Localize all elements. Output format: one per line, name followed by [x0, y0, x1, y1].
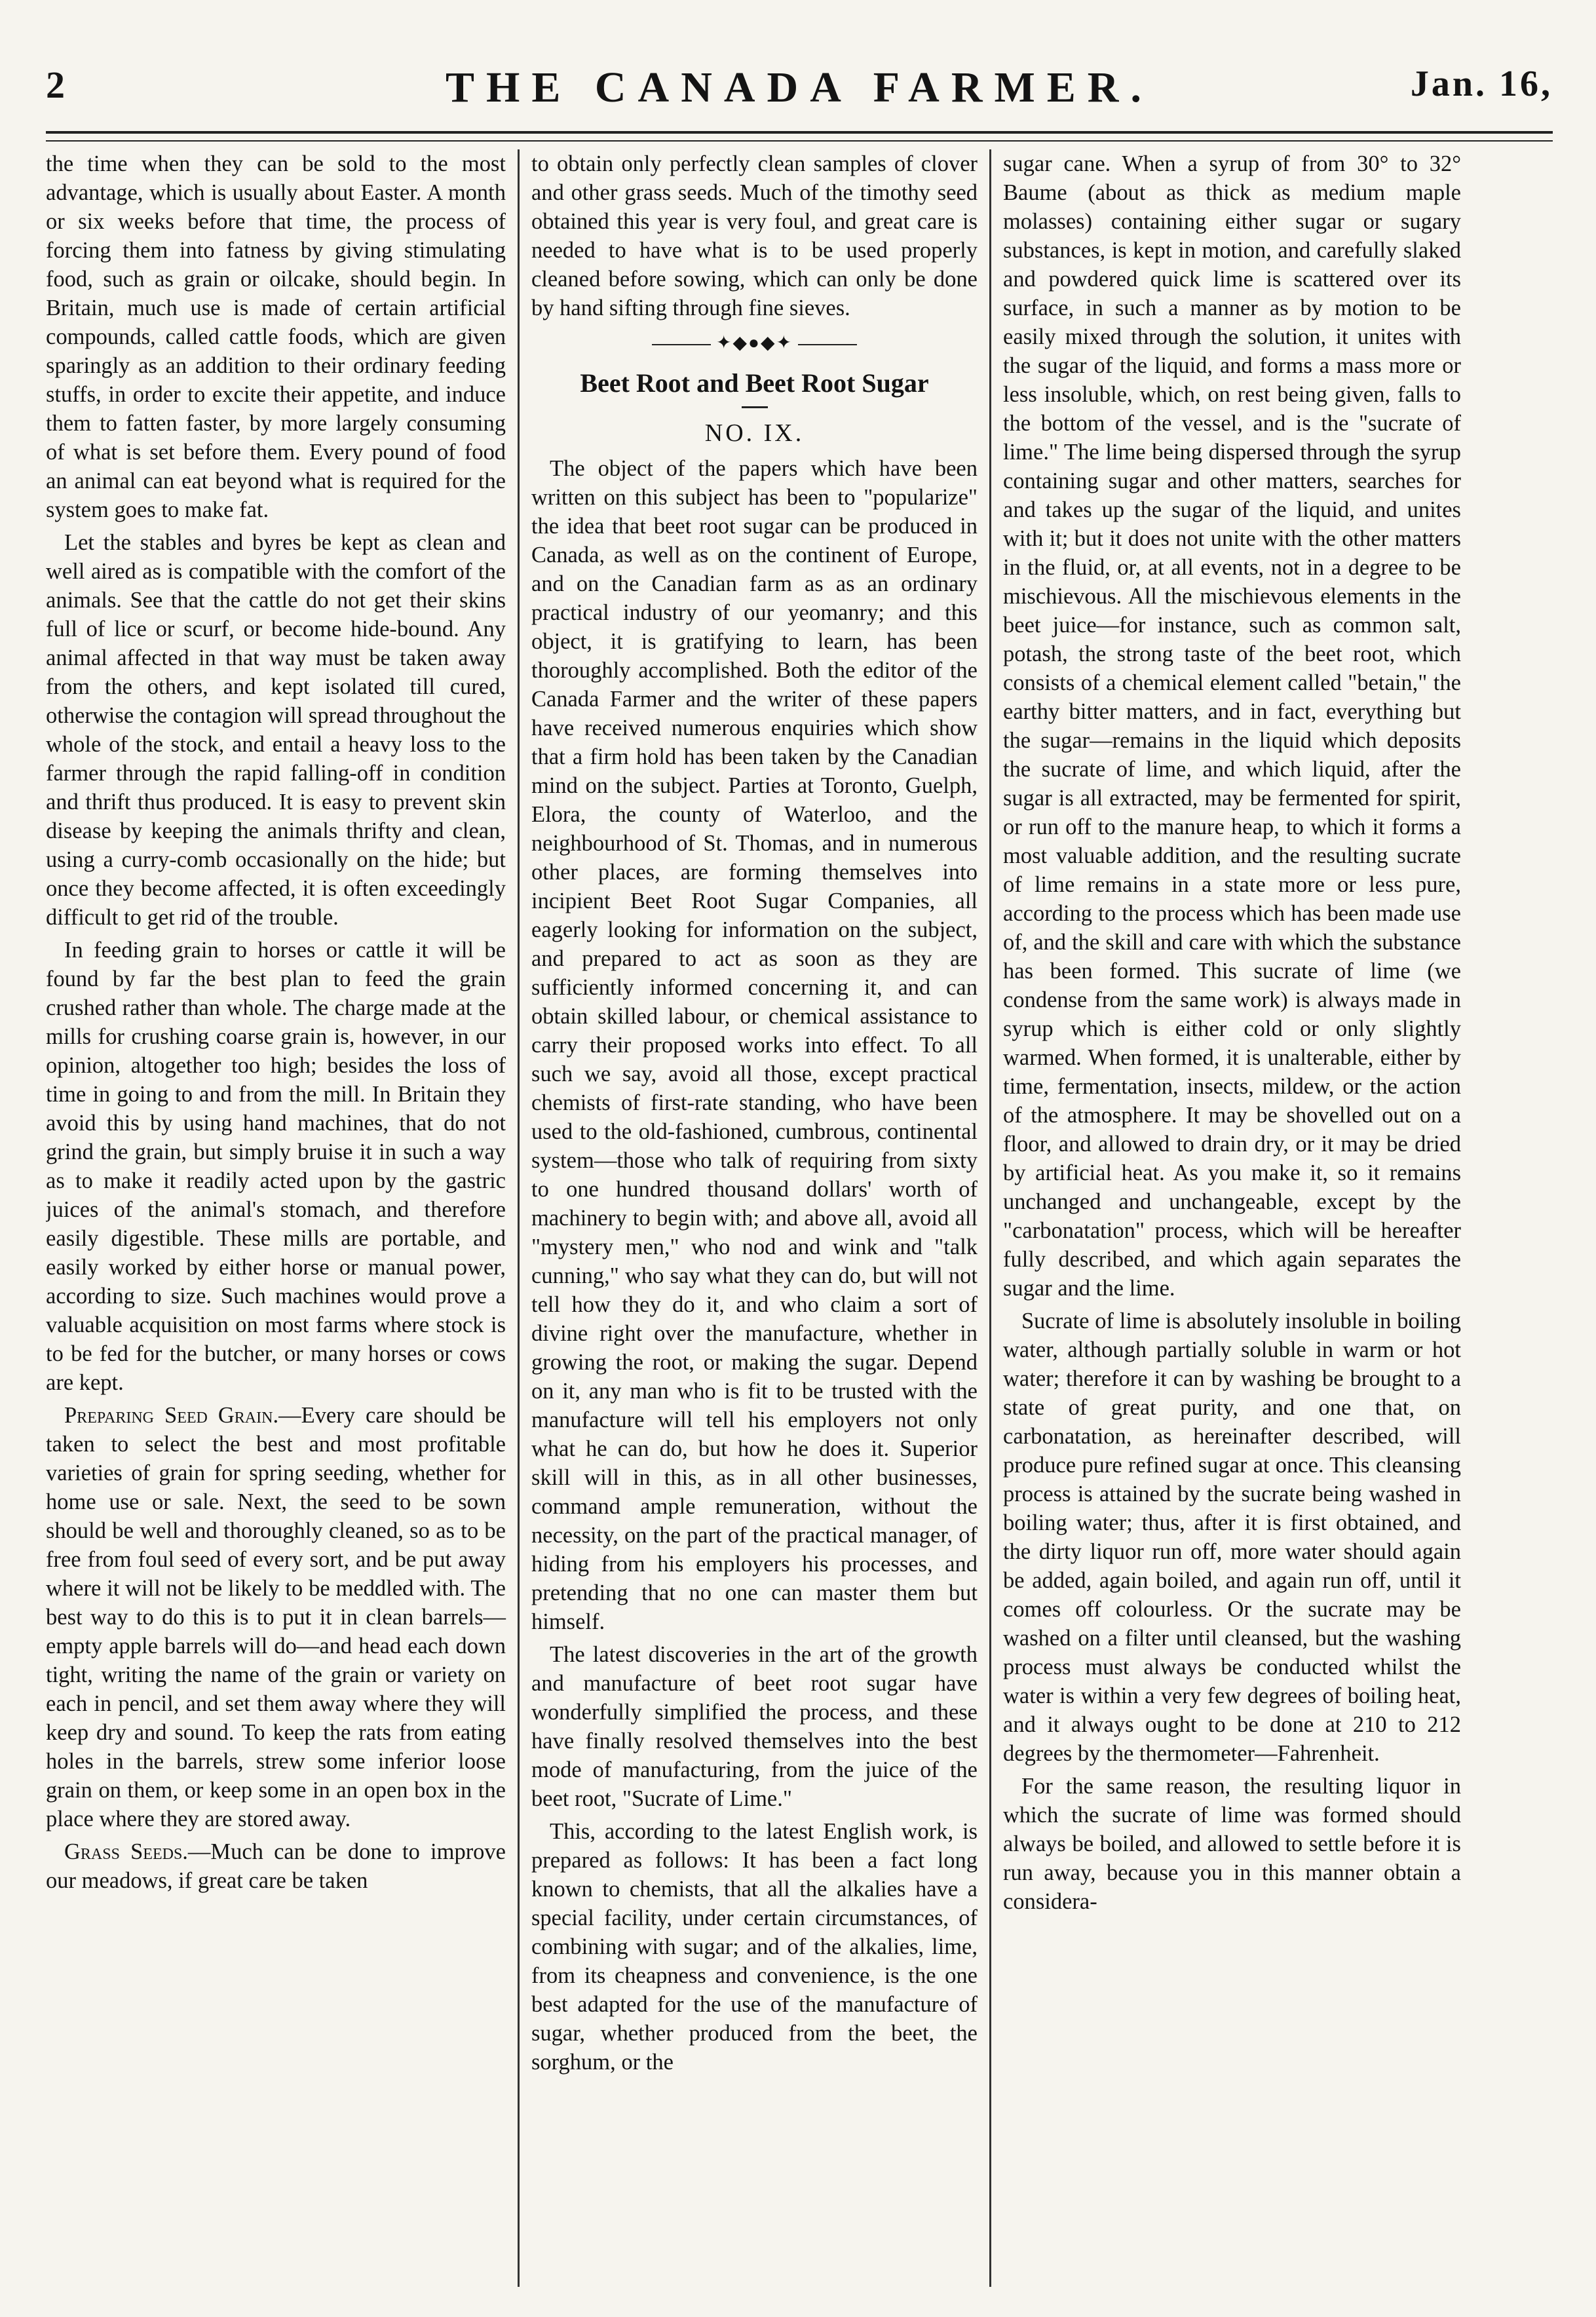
col2-paragraph-4: This, according to the latest English work, is prepared as follows: It has been a fact long known to chemists, that all the alkalies have a special facility, under certain circumstances, of combining with sugar; and of the alkalies, lime, from its cheapness and convenience, is the one best adapted for the use of the manufacture of sugar, whether produced from the beet, the sorghum, or the — [531, 1819, 978, 2075]
col1-paragraph-4 — [46, 1401, 506, 1833]
preparing-seed-grain-heading: Preparing Seed Grain. — [64, 1403, 279, 1428]
col3-paragraph-3: For the same reason, the resulting liquor in which the sucrate of lime was formed should always be boiled, and allowed to settle before it is run away, because you in this manner obtain a considera- — [1003, 1774, 1461, 1914]
newspaper-title: THE CANADA FARMER. — [446, 64, 1153, 111]
masthead-rule — [46, 131, 1553, 142]
col1-paragraph-5 — [46, 1837, 506, 1895]
col1-paragraph-4-text: —Every care should be taken to select the best and most profitable varieties of grain for spring seeding, whether for home use or sale. Next, the seed to be sown should be well and thoroughly cleaned, so as to be free from foul seed of every sort, and be put away where it will not be likely to be meddled with. The best way to do this is to put it in clean barrels—empty apple barrels will do—and head each down tight, writing the name of the grain or variety on each in pencil, and set them away where they will keep dry and sound. To keep the rats from eating holes in the barrels, strew some inferior loose grain on them, or keep some in an open box in the place where they are stored away. — [46, 1403, 506, 1831]
col2-paragraph-2: The object of the papers which have been written on this subject has been to "popularize" the idea that beet root sugar can be produced in Canada, as well as on the continent of Europe, and on the Canadian farm as as an ordinary practical industry of our yeomanry; and this object, it is gratifying to learn, has been thoroughly accomplished. Both the editor of the Canada Farmer and the writer of these papers have received numerous enquiries which show that a firm hold has been taken by the Canadian mind on the subject. Parties at Toronto, Guelph, Elora, the county of Waterloo, and the neighbourhood of St. Thomas, and in numerous other places, are forming themselves into incipient Beet Root Sugar Companies, all eagerly looking for information on the subject, and prepared to act as soon as they are sufficiently informed concerning it, and can obtain skilled labour, or chemical assistance to carry their proposed works into effect. To all such we say, avoid all those, except practical chemists of first-rate standing, who have been used to the old-fashioned, cumbrous, continental system—those who talk of requiring from sixty to one hundred thousand dollars' worth of machinery to begin with; and above all, avoid all "mystery men," who nod and wink and "talk cunning," who say what they can do, but will not tell how they do it, and who claim a sort of divine right over the manufacture, whether in growing the root, or making the sugar. Depend on it, any man who is fit to be trusted with the manufacture will tell his employers not only what he can do, but how he does it. Superior skill will in this, as in all other businesses, command ample remuneration, without the necessity, on the part of the practical manager, of hiding from his employers his processes, and pretending that no one can master them but himself. — [531, 456, 978, 1634]
column-1 — [46, 149, 518, 2287]
section-divider: ✦◆●◆✦ — [531, 329, 978, 358]
column-3 — [989, 149, 1461, 2287]
col3-paragraph-1: sugar cane. When a syrup of from 30° to 32° Baume (about as thick as medium maple molasses) containing either sugar or sugary substances, is kept in motion, and carefully slaked and powdered quick lime is scattered over its surface, in such a manner as by motion to be easily mixed through the solution, it unites with the sugar of the liquid, and forms a mass more or less insoluble, which, on rest being given, falls to the bottom of the vessel, and is the "sucrate of lime." The lime being dispersed through the syrup containing sugar and other matters, searches for and takes up the sugar of the liquid, and unites with it; but it does not unite with the other matters in the fluid, or, at all events, not in a degree to be mischievous. All the mischievous elements in the beet juice—for instance, such as common salt, potash, the strong taste of the beet root, which consists of a chemical element called "betain," the earthy bitter matters, and in fact, everything but the sugar—remains in the liquid which deposits the sucrate of lime, and which liquid, after the sugar is all extracted, may be fermented for spirit, or run off to the manure heap, to which it forms a most valuable addition, and the resulting sucrate of lime remains in a state more or less pure, according to the process which has been made use of, and the skill and care with which the substance has been formed. This sucrate of lime (we condense from the same work) is always made in syrup which is either cold or only slightly warmed. When formed, it is unalterable, either by time, fermentation, insects, mildew, or the action of the atmosphere. It may be shovelled out on a floor, and allowed to drain dry, or it may be dried by artificial heat. As you make it, so it remains unchanged and unchangeable, except by the "carbonatation" process, which will be hereafter fully described, and which again separates the sugar and the lime. — [1003, 151, 1461, 1301]
page-number: 2 — [46, 64, 65, 106]
text-columns — [46, 149, 1553, 2287]
grass-seeds-heading: Grass Seeds. — [64, 1839, 188, 1864]
col2-paragraph-3: The latest discoveries in the art of the growth and manufacture of beet root sugar have wonderfully simplified the process, and these have finally resolved themselves into the best mode of manufacturing, from the juice of the beet root, "Sucrate of Lime." — [531, 1642, 978, 1811]
article-title: Beet Root and Beet Root Sugar — [580, 368, 929, 398]
article-number: NO. IX. — [531, 406, 978, 448]
col2-paragraph-1: to obtain only perfectly clean samples of clover and other grass seeds. Much of the timothy seed obtained this year is very foul, and great care is needed to have what is to be used properly cleaned before sowing, which can only be done by hand sifting through fine sieves. — [531, 151, 978, 320]
col1-paragraph-5-text: —Much can be done to improve our meadows, if great care be taken — [46, 1839, 506, 1893]
masthead — [46, 33, 1553, 111]
col1-paragraph-1: the time when they can be sold to the most advantage, which is usually about Easter. A month or six weeks before that time, the process of forcing them into fatness by giving stimulating food, such as grain or oilcake, should begin. In Britain, much use is made of certain artificial compounds, called cattle foods, which are given sparingly as an addition to their ordinary feeding stuffs, in order to excite their appetite, and induce them to fatten faster, by more largely consuming of what is set before them. Every pound of food an animal can eat beyond what is required for the system goes to make fat. — [46, 151, 506, 522]
col1-paragraph-3: In feeding grain to horses or cattle it will be found by far the best plan to feed the grain crushed rather than whole. The charge made at the mills for crushing coarse grain is, however, in our opinion, altogether too high; besides the loss of time in going to and from the mill. In Britain they avoid this by using hand machines, that do not grind the grain, but simply bruise it in such a way as to make it readily acted upon by the gastric juices of the animal's stomach, and therefore easily digestible. These mills are portable, and easily worked by either horse or manual power, according to size. Such machines would prove a valuable acquisition on most farms where stock is to be fed for the butcher, or many horses or cows are kept. — [46, 938, 506, 1395]
issue-date: Jan. 16, — [1410, 64, 1553, 104]
col1-paragraph-2: Let the stables and byres be kept as clean and well aired as is compatible with the comfort of the animals. See that the cattle do not get their skins full of lice or scurf, or become hide-bound. Any animal affected in that way must be taken away from the others, and kept isolated till cured, otherwise the contagion will spread throughout the whole of the stock, and entail a heavy loss to the farmer through the rapid falling-off in condition and thrift thus produced. It is easy to prevent skin disease by keeping the animals thrifty and clean, using a curry-comb occasionally on the hide; but once they become affected, it is often exceedingly difficult to get rid of the trouble. — [46, 530, 506, 930]
newspaper-page — [46, 33, 1553, 2287]
col3-paragraph-2: Sucrate of lime is absolutely insoluble in boiling water, although partially soluble in warm or hot water; therefore it can by washing be brought to a state of great purity, and one that, on carbonatation, as hereinafter described, will produce pure refined sugar at once. This cleansing process is attained by the sucrate being washed in boiling water; thus, after it is first obtained, and the dirty liquor run off, more water should again be added, again boiled, and again run off, until it comes off colourless. Or the sucrate may be washed on a filter until cleansed, but the washing process must always be conducted whilst the water is within a very few degrees of boiling heat, and it always ought to be done at 210 to 212 degrees by the thermometer—Fahrenheit. — [1003, 1309, 1461, 1766]
column-2 — [518, 149, 989, 2287]
